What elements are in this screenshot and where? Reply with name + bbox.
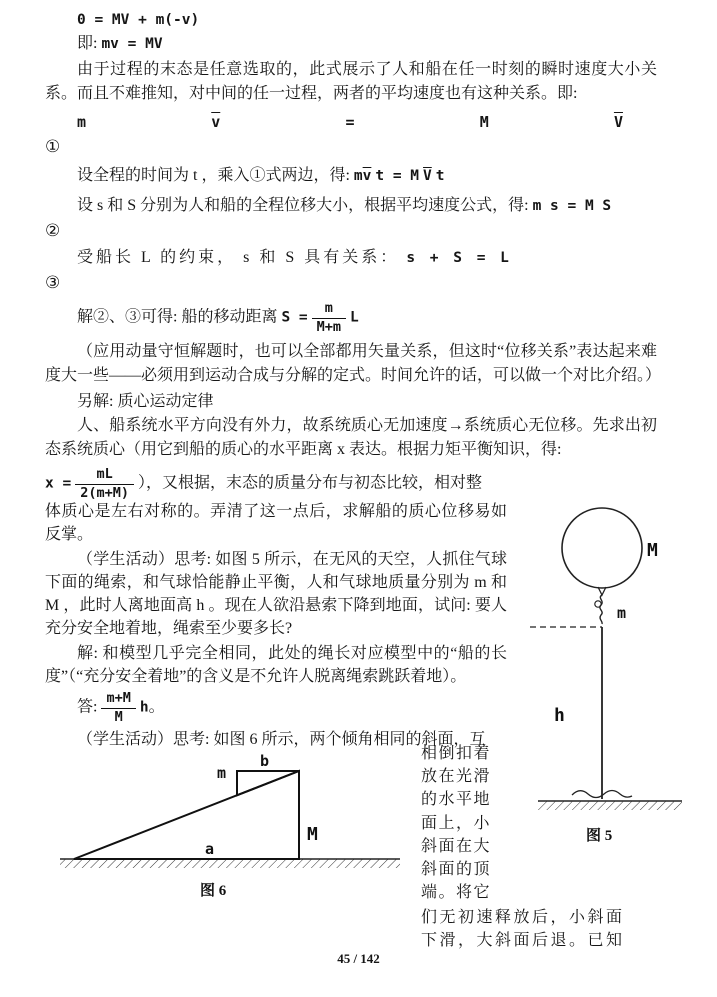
solve-fraction xyxy=(312,300,346,336)
answer-fraction xyxy=(101,690,135,726)
alternate-solution-heading: 另解: 质心运动定律 xyxy=(77,393,214,411)
figure-5-balloon-diagram xyxy=(514,503,709,853)
answer-line xyxy=(45,690,507,726)
paragraph-time-multiplied xyxy=(45,164,657,188)
time-term-t: t xyxy=(435,168,445,184)
boat-length-formula: s + S = L xyxy=(406,250,512,266)
side-line: 的水平地 xyxy=(421,791,492,809)
side-line: 相倒扣着 xyxy=(421,745,492,762)
narrow-text-column xyxy=(45,500,507,751)
displacement-prefix: 设 s 和 S 分别为人和船的全程位移大小，根据平均速度公式，得: xyxy=(77,197,529,214)
line2-formula: mv = MV xyxy=(101,36,163,52)
x-equals: x = xyxy=(45,475,72,492)
side-text-column xyxy=(421,742,513,904)
answer-fraction-denominator: M xyxy=(114,708,123,725)
displacement-formula: m s = M S xyxy=(532,198,612,214)
fig5-ground-hatch xyxy=(538,801,682,810)
fig5-label-M: M xyxy=(647,540,658,561)
x-fraction xyxy=(75,466,134,502)
paragraph-incline-activity: （学生活动）思考: 如图 6 所示，两个倾角相同的斜面，互 xyxy=(77,731,486,749)
equation-number-1: ① xyxy=(45,137,61,156)
solve-result-line xyxy=(45,300,657,336)
time-line-prefix: 设全程的时间为 t ，乘入①式两边，得: xyxy=(77,167,350,184)
solve-fraction-numerator: m xyxy=(312,300,346,319)
average-velocity-equation xyxy=(45,110,657,134)
equation-line-1: 0 = MV + m(-v) xyxy=(77,12,200,28)
solve-fraction-denominator: M+m xyxy=(316,318,342,335)
fig5-caption: 图 5 xyxy=(586,828,613,844)
boat-length-prefix: 受船长 L 的约束， s 和 S 具有关系： xyxy=(77,249,400,266)
paragraph-symmetry: 体质心是左右对称的。弄清了这一点后，求解船的质心位移易如反掌。 xyxy=(45,503,507,543)
small-incline-triangle xyxy=(237,771,299,795)
side-line: 面上，小 xyxy=(421,814,492,832)
time-term-m: m xyxy=(353,168,363,184)
answer-h-term: h xyxy=(139,699,149,716)
balloon-icon xyxy=(562,508,642,588)
paragraph-vector-note: （应用动量守恒解题时，也可以全部都用矢量关系，但这时“位移关系”表达起来难度大一些——必须用到运动合成与分解的定式。时间允许的话，可以做一个对比介绍。） xyxy=(45,343,662,385)
page-number: 45 / 142 xyxy=(337,951,380,966)
bottom-line-2: 下滑，大斜面后退。已知 xyxy=(421,932,625,949)
paragraph-instant-velocity: 由于过程的末态是任意选取的，此式展示了人和船在任一时刻的瞬时速度大小关系。而且不难推知，对中间的任一过程，两者的平均速度也有这种关系。即: xyxy=(45,61,657,102)
eq-term-m: m xyxy=(77,113,87,131)
eq-term-v-bar: $\overline{v}$ xyxy=(211,113,221,131)
eq-term-V-bar: $\overline{V}$ xyxy=(613,113,623,131)
fig6-label-a: a xyxy=(205,840,215,858)
paragraph-boat-length xyxy=(45,246,657,270)
x-fraction-denominator: 2(m+M) xyxy=(80,484,129,501)
time-term-mid: t = M xyxy=(375,168,420,184)
paragraph-balloon-solution: 解: 和模型几乎完全相同，此处的绳长对应模型中的“船的长度”（“充分安全着地”的含义是不允许人脱离绳索跳跃着地）。 xyxy=(45,645,507,685)
paragraph-balloon-activity: （学生活动）思考: 如图 5 所示，在无风的天空，人抓住气球下面的绳索，和气球恰能静止平衡，人和气球地质量分别为 m 和 M ，此时人离地面高 h 。现在人欲沿悬索下降到地面，试问: 要人充分安全地着地，绳索至少要多长? xyxy=(45,551,507,637)
fig6-label-M: M xyxy=(307,824,318,845)
paragraph-displacement xyxy=(45,194,657,218)
time-term-V-bar: $\overline{V}$ xyxy=(423,168,432,184)
fig5-label-h: h xyxy=(554,705,565,726)
paragraph-center-of-mass: 人、船系统水平方向没有外力，故系统质心无加速度→系统质心无位移。先求出初态系统质心（用它到船的质心的水平距离 x 表达。根据力矩平衡知识，得: xyxy=(45,417,657,459)
equation-line-2 xyxy=(45,32,657,56)
equation-number-3: ③ xyxy=(45,273,61,292)
answer-period: 。 xyxy=(148,698,165,716)
x-formula-line xyxy=(45,466,657,502)
side-line: 斜面在大 xyxy=(421,837,492,855)
eq-term-M: M xyxy=(479,113,489,131)
side-line: 端。将它 xyxy=(421,884,492,902)
side-line: 斜面的顶 xyxy=(421,861,492,879)
bottom-text-column xyxy=(421,906,667,952)
equation-number-2: ② xyxy=(45,221,61,240)
main-text-column xyxy=(45,8,662,502)
fig6-label-m: m xyxy=(217,764,227,782)
fig6-caption: 图 6 xyxy=(200,883,227,899)
x-formula-suffix: ），又根据，末态的质量分布与初态比较，相对整 xyxy=(137,474,482,492)
bottom-line-1: 们无初速释放后，小斜面 xyxy=(421,909,625,926)
answer-fraction-numerator: m+M xyxy=(101,690,135,709)
solve-prefix: 解②、③可得: 船的移动距离 xyxy=(77,308,278,326)
line2-prefix: 即: xyxy=(77,35,102,52)
fig6-label-b: b xyxy=(260,752,270,770)
fig6-ground-hatch xyxy=(60,859,400,868)
side-line: 放在光滑 xyxy=(421,768,492,786)
person-on-rope-icon xyxy=(600,595,602,624)
answer-prefix: 答: xyxy=(77,698,98,716)
fig5-label-m: m xyxy=(617,604,627,622)
figure-6-incline-diagram xyxy=(50,747,415,907)
solve-L-term: L xyxy=(350,309,359,326)
time-term-v-bar: $\overline{v}$ xyxy=(362,168,372,184)
eq-equals-sign: = xyxy=(345,113,355,131)
solve-S-equals: S = xyxy=(281,309,308,326)
x-fraction-numerator: mL xyxy=(75,466,134,485)
